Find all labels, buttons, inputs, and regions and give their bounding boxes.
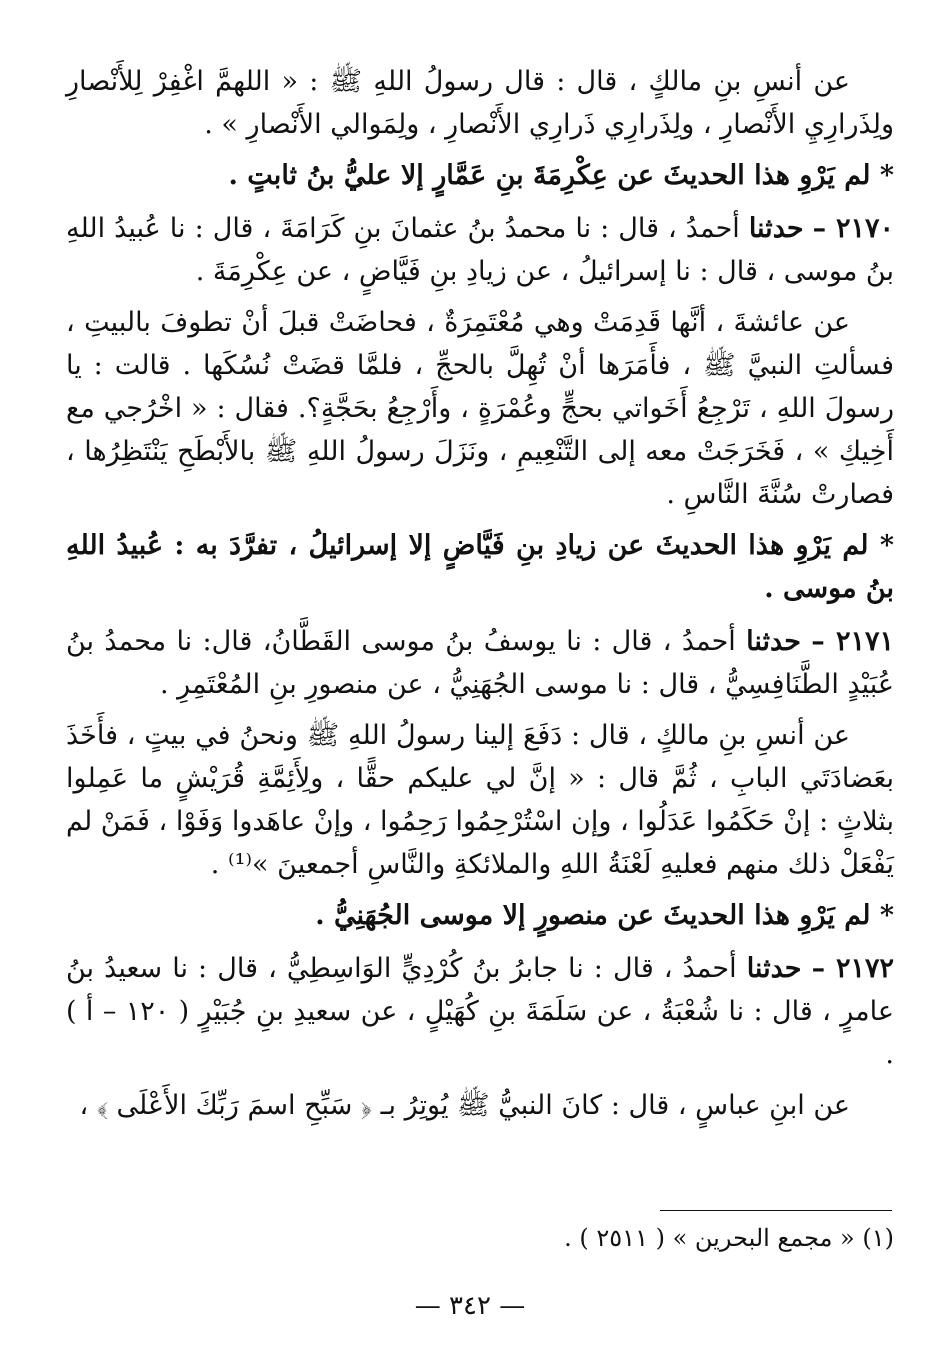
matn-paragraph: عن أنسِ بنِ مالكٍ ، قال : قال رسولُ اللهِ ﷺ : « اللهمَّ اغْفِرْ لِلأَنْصارِ ولِذَرارِيِ الأَنْصارِ ، ولِذَرارِي ذَرارِي الأَنْصارِ ، ولِمَوالي الأَنْصارِ » . (66, 66, 894, 140)
chain-text: أحمدُ ، قال : نا محمدُ بنُ عثمانَ بنِ كَرَامَةَ ، قال : نا عُبيدُ اللهِ بنُ موسى ، قال : نا إسرائيلُ ، عن زيادِ بنِ فَيَّاضٍ ، عن عِكْرِمَةَ . (66, 213, 894, 287)
page-number: — ٣٤٢ — (414, 1291, 526, 1321)
hadith-number: ٢١٧٢ – (811, 953, 894, 984)
chain-text: أحمدُ ، قال : نا جابرُ بنُ كُرْدِيٍّ الوَاسِطِيُّ ، قال : نا سعيدُ بنُ عامرٍ ، قال : نا شُعْبَةُ ، عن سَلَمَةَ بنِ كُهَيْلٍ ، عن سعيدِ بنِ جُبَيْرٍ ( ١٢٠ – أ ) . (66, 953, 894, 1070)
hadith-number: ٢١٧١ – (811, 626, 894, 657)
matn-paragraph: عن أنسِ بنِ مالكٍ ، قال : دَفَعَ إلينا رسولُ اللهِ ﷺ ونحنُ في بيتٍ ، فأَخَذَ بعَضادَتَي البابِ ، ثُمَّ قال : « إنَّ لي عليكم حقًّا ، ولِأَئِمَّةِ قُرَيْشٍ ما عَمِلوا بثلاثٍ : إنْ حَكَمُوا عَدَلُوا ، وإن اسْتُرْحِمُوا رَحِمُوا ، وإنْ عاهَدوا وَفَوْا ، فَمَنْ لم يَفْعَلْ ذلك منهم فعليهِ لَعْنَةُ اللهِ والملائكةِ والنَّاسِ أجمعينَ »⁽¹⁾ . (66, 720, 894, 880)
chain-lead-word: حدثنا (748, 213, 804, 244)
chain-lead-word: حدثنا (746, 626, 801, 657)
matn-paragraph: عن عائشةَ ، أنَّها قَدِمَتْ وهي مُعْتَمِرَةٌ ، فحاضَتْ قبلَ أنْ تطوفَ بالبيتِ ، فسألتِ النبيَّ ﷺ ، فأَمَرَها أنْ تُهِلَّ بالحجِّ ، فلمَّا قضَتْ نُسُكَها . قالت : يا رسولَ اللهِ ، تَرْجِعُ أَخَواتي بحجٍّ وعُمْرَةٍ ، وأَرْجِعُ بحَجَّةٍ؟. فقال : « اخْرُجي مع أَخِيكِ » ، فَخَرَجَتْ معه إلى التَّنْعِيمِ ، ونَزَلَ رسولُ اللهِ ﷺ بالأَبْطَحِ يَنْتَظِرُها ، فصارتْ سُنَّةَ النَّاسِ . (66, 307, 894, 510)
hadith-chain (66, 620, 894, 706)
matn-paragraph: عن ابنِ عباسٍ ، قال : كانَ النبيُّ ﷺ يُوتِرُ بـ ﴿ سَبِّحِ اسمَ رَبِّكَ الأَعْلَى ﴾ ، (79, 1090, 850, 1121)
page-body (66, 60, 894, 1135)
hadith-number: ٢١٧٠ – (812, 213, 894, 244)
footnote-divider (660, 1210, 892, 1211)
narration-note: * لم يَرْوِ هذا الحديثَ عن منصورٍ إلا موسى الجُهَنِيُّ . (315, 900, 894, 931)
hadith-chain (66, 207, 894, 293)
hadith-chain (66, 947, 894, 1076)
chain-lead-word: حدثنا (746, 953, 802, 984)
chain-text: أحمدُ ، قال : نا يوسفُ بنُ موسى القَطَّانُ، قال: نا محمدُ بنُ عُبَيْدٍ الطَّنَافِسِيُّ ، قال : نا موسى الجُهَنِيُّ ، عن منصورِ بنِ المُعْتَمِرِ . (66, 626, 894, 700)
narration-note: * لم يَرْوِ هذا الحديثَ عن عِكْرِمَةَ بنِ عَمَّارٍ إلا عليُّ بنُ ثابتٍ . (228, 160, 894, 191)
footnote: (١) « مجمع البحرين » ( ٢٥١١ ) . (564, 1224, 894, 1252)
narration-note: * لم يَرْوِ هذا الحديثَ عن زيادِ بنِ فَيَّاضٍ إلا إسرائيلُ ، تفرَّدَ به : عُبيدُ اللهِ بنُ موسى . (66, 530, 894, 604)
